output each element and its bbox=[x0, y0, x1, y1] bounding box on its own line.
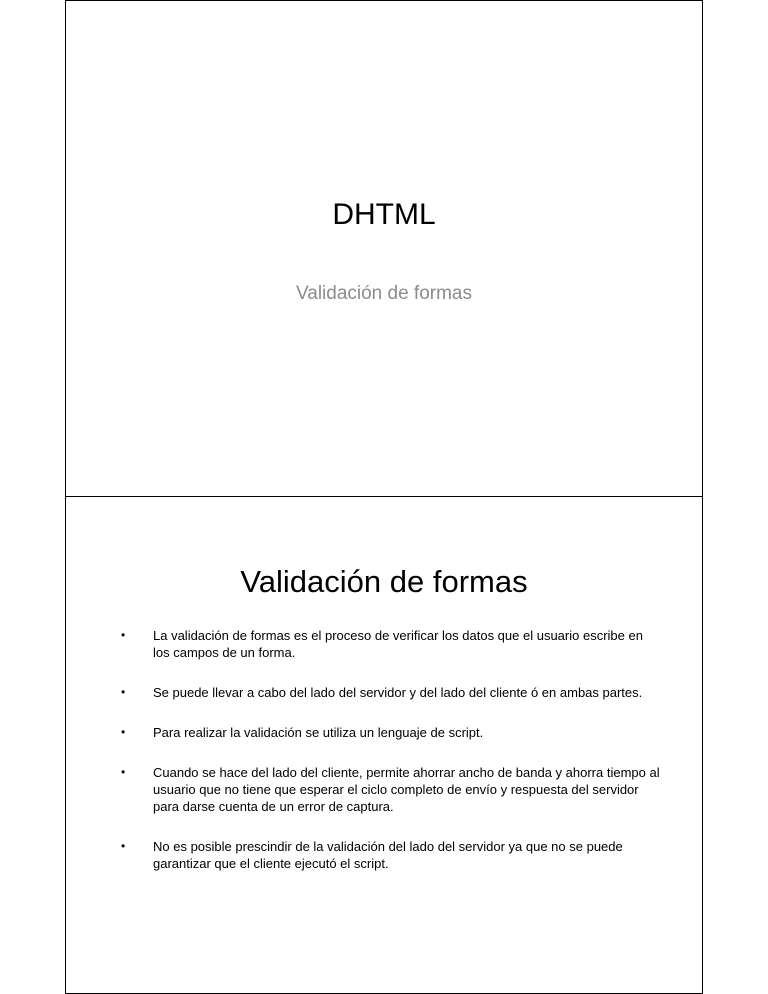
bullet-icon: • bbox=[121, 839, 126, 853]
bullet-icon: • bbox=[121, 765, 126, 779]
slide-title: DHTML bbox=[332, 198, 436, 231]
bullet-text: Para realizar la validación se utiliza un lenguaje de script. bbox=[153, 725, 484, 740]
slide-subtitle: Validación de formas bbox=[295, 283, 473, 304]
bullet-item bbox=[121, 684, 661, 701]
bullet-icon: • bbox=[121, 685, 126, 699]
bullet-text: No es posible prescindir de la validación del lado del servidor ya que no se puede garantizar que el cliente ejecutó el script. bbox=[153, 839, 623, 871]
bullet-item bbox=[121, 627, 661, 661]
bullet-text: Cuando se hace del lado del cliente, permite ahorrar ancho de banda y ahorra tiempo al usuario que no tiene que esperar el ciclo completo de envío y respuesta del servidor para darse cuenta de un error de captura. bbox=[153, 765, 660, 814]
bullet-item bbox=[121, 764, 661, 815]
slide-1 bbox=[65, 0, 703, 497]
bullet-item bbox=[121, 724, 661, 741]
bullet-icon: • bbox=[121, 725, 126, 739]
bullet-text: La validación de formas es el proceso de verificar los datos que el usuario escribe en los campos de un forma. bbox=[153, 628, 643, 660]
bullet-icon: • bbox=[121, 628, 126, 642]
slide-2 bbox=[65, 496, 703, 994]
bullet-text: Se puede llevar a cabo del lado del servidor y del lado del cliente ó en ambas partes. bbox=[153, 685, 643, 700]
slide-title: Validación de formas bbox=[240, 564, 528, 599]
bullet-item bbox=[121, 838, 661, 872]
bullet-list bbox=[121, 627, 661, 895]
